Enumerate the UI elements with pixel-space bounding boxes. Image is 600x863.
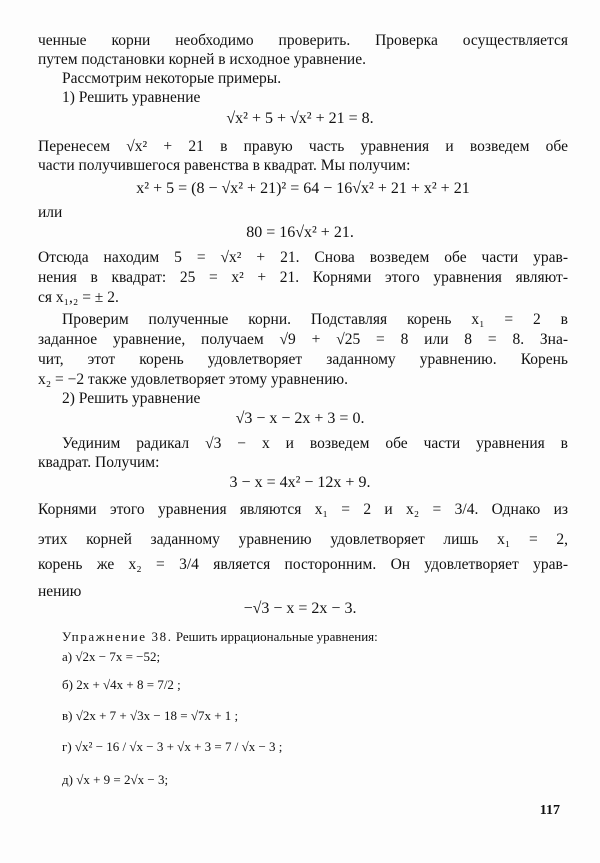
exercise-item-g: г) √x² − 16 / √x − 3 + √x + 3 = 7 / √x − 3 ; — [62, 739, 283, 754]
text-line: Отсюда находим 5 = √x² + 21. Снова возведем обе части урав- — [38, 249, 568, 266]
text-line: 1) Решить уравнение — [62, 89, 201, 106]
page-number: 117 — [539, 803, 560, 818]
text-line: путем подстановки корней в исходное уравнение. — [38, 51, 366, 68]
equation-6: −√3 − x = 2x − 3. — [243, 600, 357, 617]
equation-2: x² + 5 = (8 − √x² + 21)² = 64 − 16√x² + 21 + x² + 21 — [136, 180, 470, 197]
equation-4: √3 − x − 2x + 3 = 0. — [235, 410, 365, 427]
text-line: нению — [38, 583, 82, 600]
text-line: части получившегося равенства в квадрат. Мы получим: — [38, 157, 411, 174]
exercise-title: Упражнение 38. — [62, 629, 173, 644]
equation-1: √x² + 5 + √x² + 21 = 8. — [226, 110, 374, 127]
exercise-intro: Решить иррациональные уравнения: — [175, 629, 378, 644]
text-line: этих корней заданному уравнению удовлетворяет лишь x₁ = 2, — [38, 531, 568, 548]
text-line: Рассмотрим некоторые примеры. — [62, 70, 282, 87]
text-line: Корнями этого уравнения являются x₁ = 2 и x₂ = 3/4. Однако из — [38, 501, 568, 518]
exercise-item-d: д) √x + 9 = 2√x − 3; — [62, 772, 169, 787]
text-line: ченные корни необходимо проверить. Проверка осуществляется — [38, 32, 568, 49]
text-line: x₂ = −2 также удовлетворяет этому уравнению. — [38, 371, 348, 388]
text-line: квадрат. Получим: — [38, 454, 160, 471]
equation-5: 3 − x = 4x² − 12x + 9. — [229, 474, 371, 491]
text-line: Проверим полученные корни. Подставляя корень x₁ = 2 в — [62, 311, 568, 328]
text-line: заданное уравнение, получаем √9 + √25 = 8 или 8 = 8. Зна- — [38, 331, 568, 348]
exercise-item-a: а) √2x − 7x = −52; — [62, 649, 161, 664]
text-line: или — [38, 204, 63, 221]
exercise-header — [62, 628, 378, 645]
text-line: корень же x₂ = 3/4 является посторонним. Он удовлетворяет урав- — [38, 556, 568, 573]
exercise-item-b: б) 2x + √4x + 8 = 7/2 ; — [62, 677, 181, 692]
text-line: Перенесем √x² + 21 в правую часть уравнения и возведем обе — [38, 138, 568, 155]
text-line: чит, этот корень удовлетворяет заданному уравнению. Корень — [38, 351, 568, 368]
equation-3: 80 = 16√x² + 21. — [246, 224, 354, 241]
text-line: нения в квадрат: 25 = x² + 21. Корнями этого уравнения являют- — [38, 269, 568, 286]
text-line: ся x₁,₂ = ± 2. — [38, 289, 119, 306]
exercise-item-v: в) √2x + 7 + √3x − 18 = √7x + 1 ; — [62, 708, 239, 723]
text-line: 2) Решить уравнение — [62, 390, 201, 407]
text-line: Уединим радикал √3 − x и возведем обе части уравнения в — [62, 435, 568, 452]
